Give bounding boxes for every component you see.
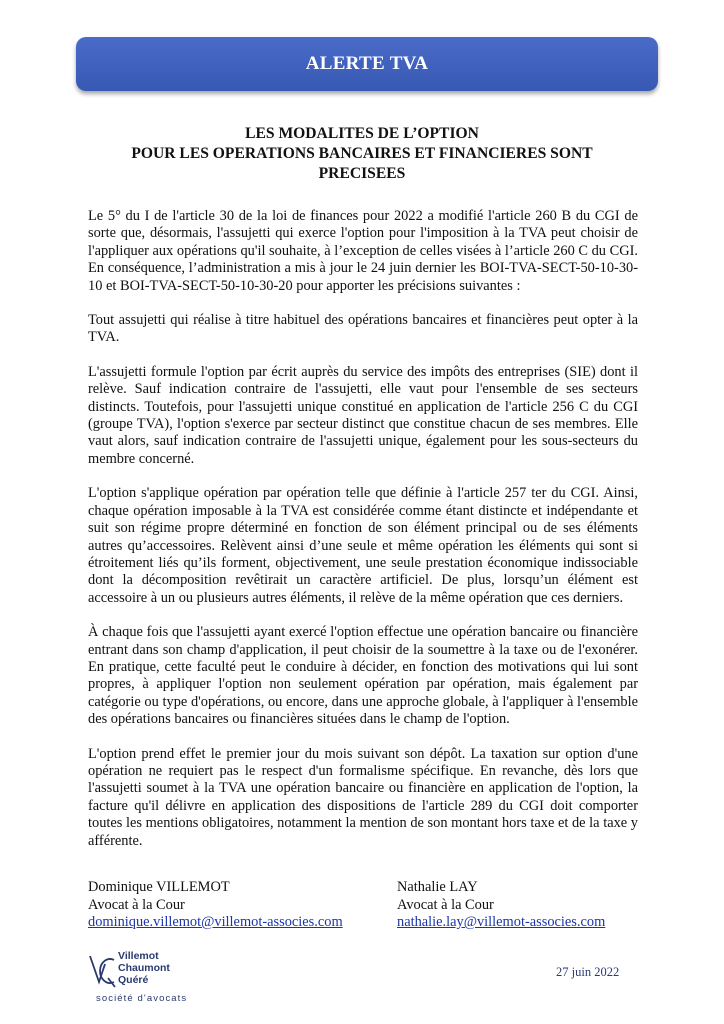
logo-line-1: Villemot xyxy=(118,950,159,962)
vcq-mark-icon xyxy=(88,952,118,992)
signature-left-name: Dominique VILLEMOT xyxy=(88,879,230,895)
paragraph-3: L'assujetti formule l'option par écrit auprès du service des impôts des entreprises (SIE) dont il relève. Sauf indication contraire de l'assujetti, elle vaut pour l'ensemble de ses secteurs distincts. Toutefois, pour l'assujetti unique constitué en application de l'article 256 C du CGI (groupe TVA), l'option s'exerce par secteur distinct que constitue chacun de ses membres. Elle vaut alors, sauf indication contraire de l'assujetti unique, également pour les sous-secteurs du membre concerné. xyxy=(88,363,638,467)
signature-left xyxy=(88,879,343,932)
document-title xyxy=(88,124,636,184)
paragraph-4: L'option s'applique opération par opération telle que définie à l'article 257 ter du CGI. Ainsi, chaque opération imposable à la TVA est considérée comme étant distincte et indépendante et suit son régime propre déterminé en fonction de son élément principal ou de ses éléments autres qu’accessoires. Relèvent ainsi d’une seule et même opération les éléments qui sont si étroitement liés qu’ils forment, objectivement, une seule prestation économique indissociable dont la décomposition revêtirait un caractère artificiel. De plus, lorsqu’un élément est accessoire à un ou plusieurs autres éléments, il relève de la même opération que ces derniers. xyxy=(88,485,638,606)
signature-right-email-link[interactable]: nathalie.lay@villemot-associes.com xyxy=(397,914,606,930)
document-body xyxy=(88,208,638,867)
title-line-2: POUR LES OPERATIONS BANCAIRES ET FINANCIERES SONT xyxy=(131,145,593,162)
paragraph-5: À chaque fois que l'assujetti ayant exercé l'option effectue une opération bancaire ou financière entrant dans son champ d'application, il peut choisir de la soumettre à la taxe ou de l'exonérer. En pratique, cette faculté peut le conduire à décider, en fonction des motivations qui lui sont propres, à appliquer l'option non seulement opération par opération, mais également par catégorie ou type d'opérations, ou encore, dans une approche globale, à l'appliquer à l'ensemble des opérations bancaires ou financières situées dans le champ de l'option. xyxy=(88,624,638,728)
signature-left-email-link[interactable]: dominique.villemot@villemot-associes.com xyxy=(88,914,343,930)
signature-right-name: Nathalie LAY xyxy=(397,879,478,895)
logo-line-3: Quéré xyxy=(118,974,149,986)
document-date: 27 juin 2022 xyxy=(556,965,620,979)
paragraph-2: Tout assujetti qui réalise à titre habituel des opérations bancaires et financières peut opter à la TVA. xyxy=(88,312,638,346)
banner-title: ALERTE TVA xyxy=(305,53,429,74)
signature-right-role: Avocat à la Cour xyxy=(397,896,494,913)
title-line-3: PRECISEES xyxy=(318,165,406,182)
paragraph-1: Le 5° du I de l'article 30 de la loi de finances pour 2022 a modifié l'article 260 B du CGI de sorte que, désormais, l'assujetti qui exerce l'option pour l'imposition à la TVA peut choisir de l'appliquer aux opérations qu'il souhaite, à l’exception de celles visées à l’article 260 C du CGI. En conséquence, l’administration a mis à jour le 24 juin dernier les BOI-TVA-SECT-50-10-30-10 et BOI-TVA-SECT-50-10-30-20 pour apporter les précisions suivantes : xyxy=(88,208,638,294)
logo-subtitle: société d'avocats xyxy=(96,993,188,1004)
logo-line-2: Chaumont xyxy=(118,962,170,974)
title-line-1: LES MODALITES DE L’OPTION xyxy=(245,125,479,142)
firm-logo xyxy=(88,950,248,1010)
paragraph-6: L'option prend effet le premier jour du mois suivant son dépôt. La taxation sur option d'une opération ne requiert pas le respect d'un formalisme spécifique. En revanche, dès lors que l'assujetti soumet à la TVA une opération bancaire ou financière en application de l'option, la facture qu'il délivre en application des dispositions de l'article 289 du CGI doit comporter toutes les mentions obligatoires, notamment la mention de son montant hors taxe et de la taxe y afférente. xyxy=(88,745,638,849)
header-banner xyxy=(76,37,658,91)
signature-right xyxy=(397,879,605,932)
signature-left-role: Avocat à la Cour xyxy=(88,896,185,913)
